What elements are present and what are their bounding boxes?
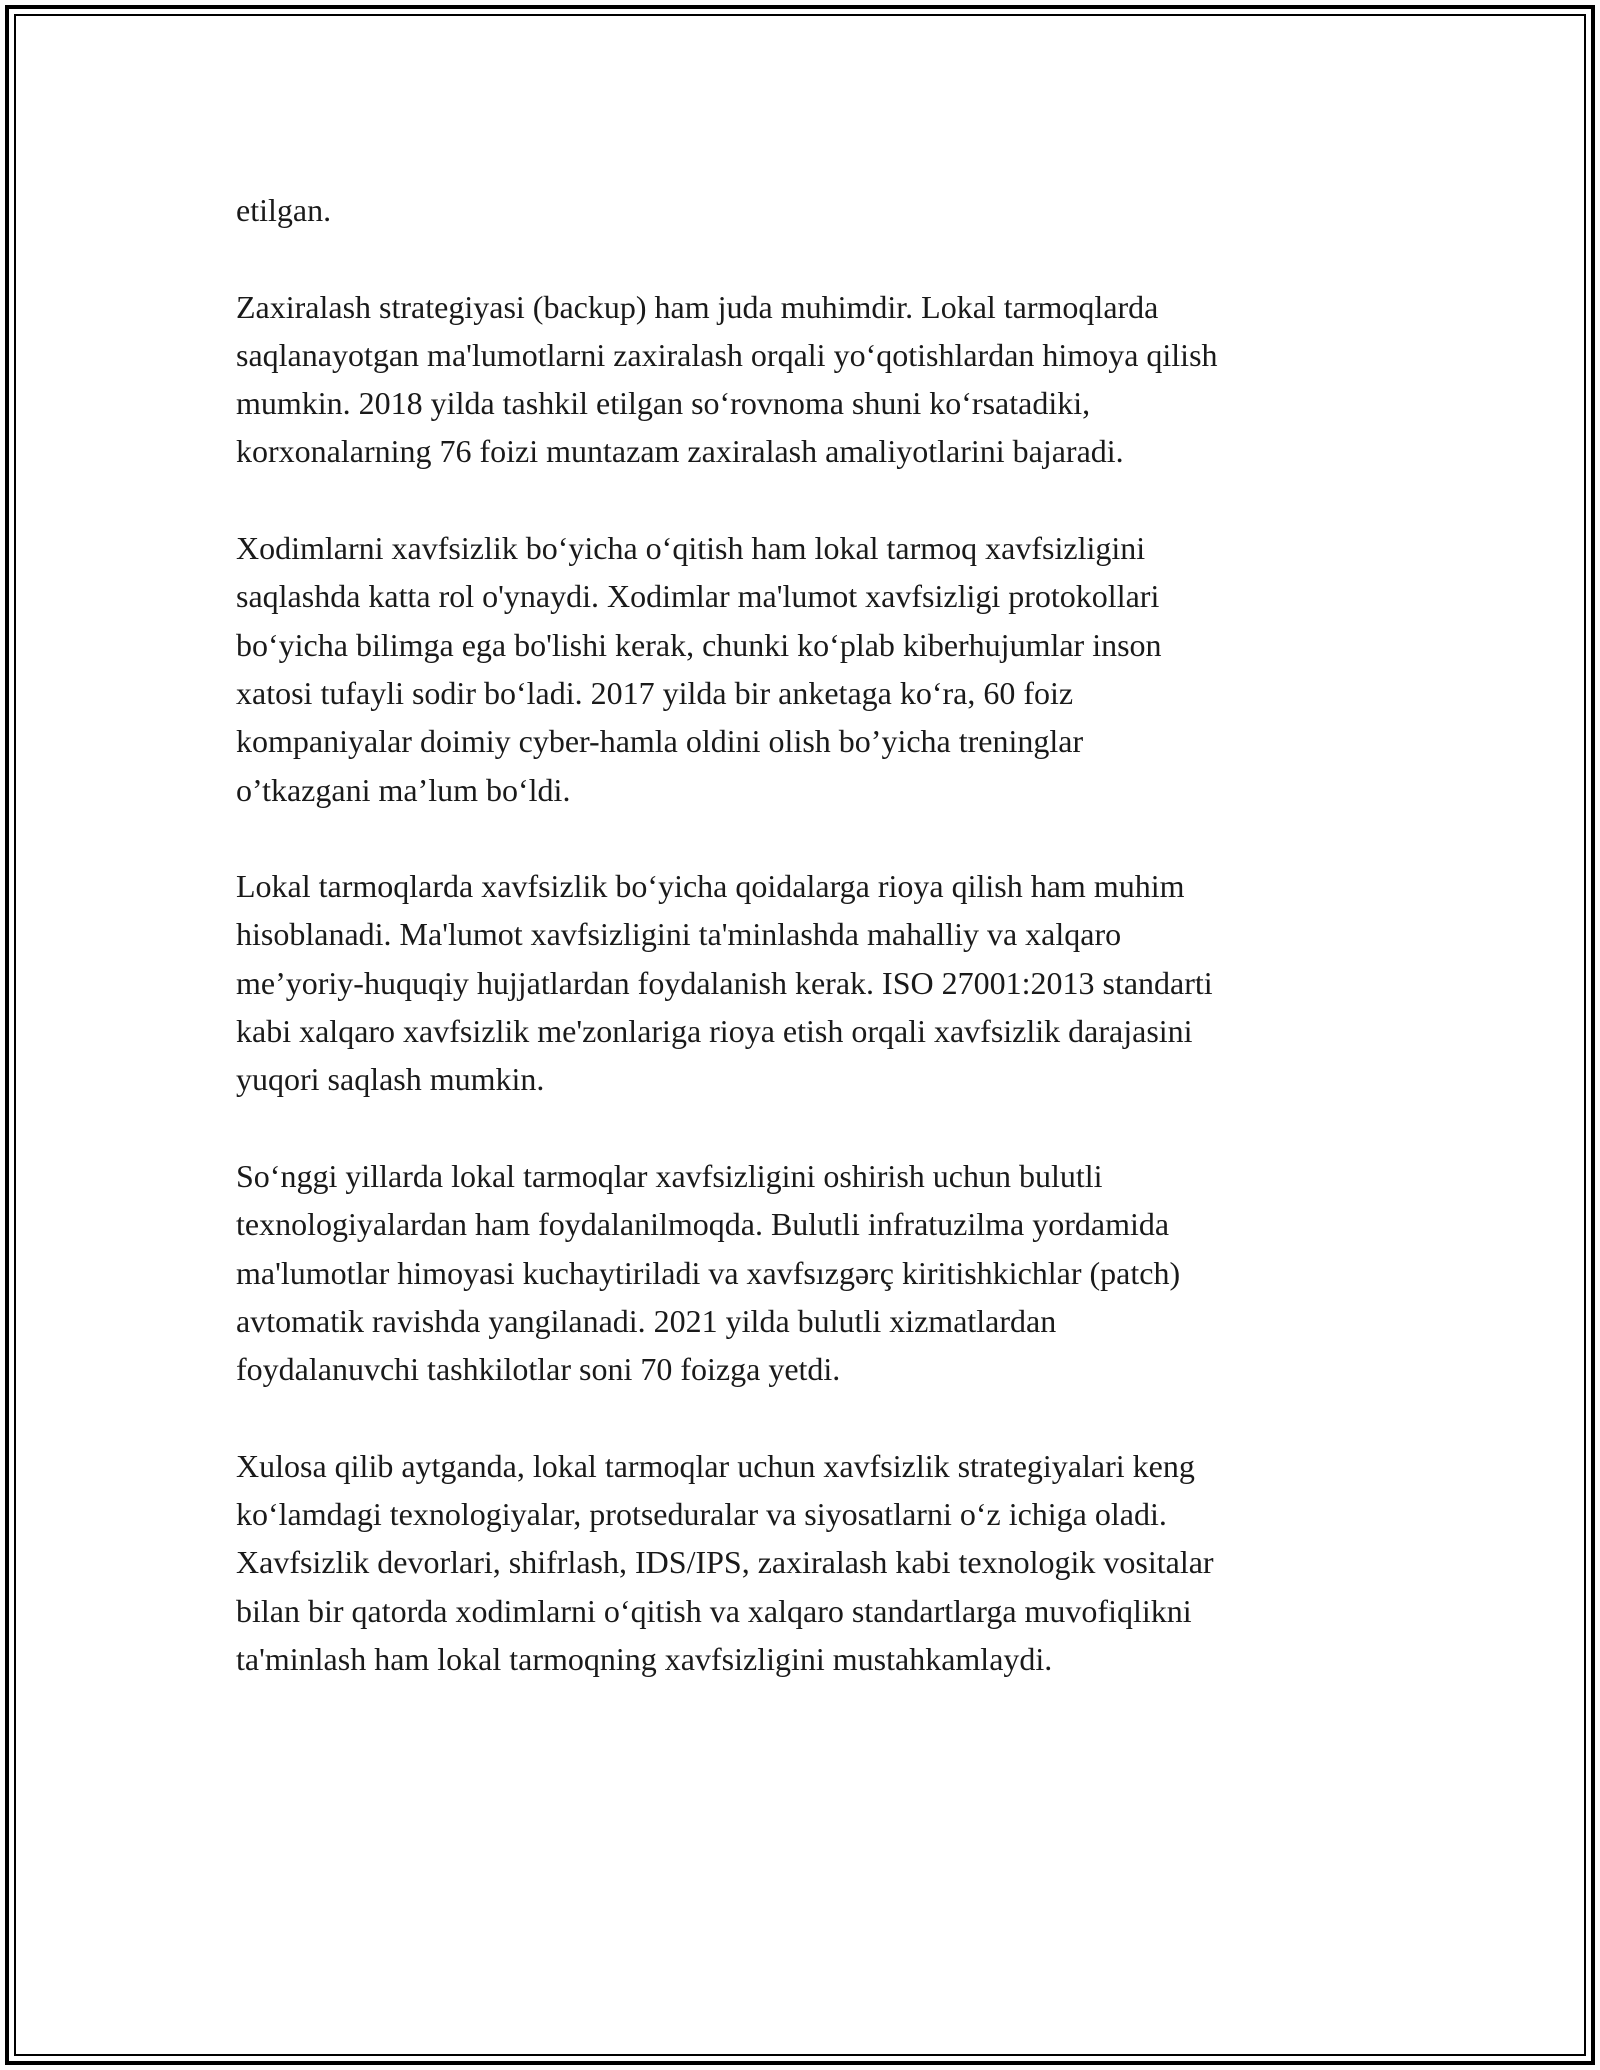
paragraph-cloud-technologies: Soʻnggi yillarda lokal tarmoqlar xavfsizligini oshirish uchun bulutli texnologiyalardan ham foydalanilmoqda. Bulutli infratuzilma yordamida ma'lumotlar himoyasi kuchaytiriladi va xavfsızgərç kiritishkichlar (patch) avtomatik ravishda yangilanadi. 2021 yilda bulutli xizmatlardan foydalanuvchi tashkilotlar soni 70 foizga yetdi. — [236, 1157, 1181, 1388]
paragraph-compliance: Lokal tarmoqlarda xavfsizlik boʻyicha qoidalarga rioya qilish ham muhim hisoblanadi. Ma'lumot xavfsizligini ta'minlashda mahalliy va xalqaro me’yoriy-huquqiy hujjatlardan foydalanish kerak. ISO 27001:2013 standarti kabi xalqaro xavfsizlik me'zonlariga rioya etish orqali xavfsizlik darajasini yuqori saqlash mumkin. — [236, 868, 1213, 1098]
paragraph-backup-strategy: Zaxiralash strategiyasi (backup) ham juda muhimdir. Lokal tarmoqlarda saqlanayotgan ma'lumotlarni zaxiralash orqali yoʻqotishlardan himoya qilish mumkin. 2018 yilda tashkil etilgan soʻrovnoma shuni koʻrsatadiki, korxonalarning 76 foizi muntazam zaxiralash amaliyotlarini bajaradi. — [236, 288, 1218, 470]
paragraph-staff-training: Xodimlarni xavfsizlik boʻyicha oʻqitish ham lokal tarmoq xavfsizligini saqlashda katta rol o'ynaydi. Xodimlar ma'lumot xavfsizligi protokollari boʻyicha bilimga ega bo'lishi kerak, chunki koʻplab kiberhujumlar inson xatosi tufayli sodir boʻladi. 2017 yilda bir anketaga koʻra, 60 foiz kompaniyalar doimiy cyber-hamla oldini olish bo’yicha treninglar o’tkazgani ma’lum boʻldi. — [236, 530, 1162, 808]
document-body — [236, 186, 1386, 1732]
paragraph-conclusion: Xulosa qilib aytganda, lokal tarmoqlar uchun xavfsizlik strategiyalari keng koʻlamdagi texnologiyalar, protseduralar va siyosatlarni oʻz ichiga oladi. Xavfsizlik devorlari, shifrlash, IDS/IPS, zaxiralash kabi texnologik vositalar bilan bir qatorda xodimlarni oʻqitish va xalqaro standartlarga muvofiqlikni ta'minlash ham lokal tarmoqning xavfsizligini mustahkamlaydi. — [236, 1447, 1214, 1677]
paragraph-continuation: etilgan. — [236, 192, 332, 228]
